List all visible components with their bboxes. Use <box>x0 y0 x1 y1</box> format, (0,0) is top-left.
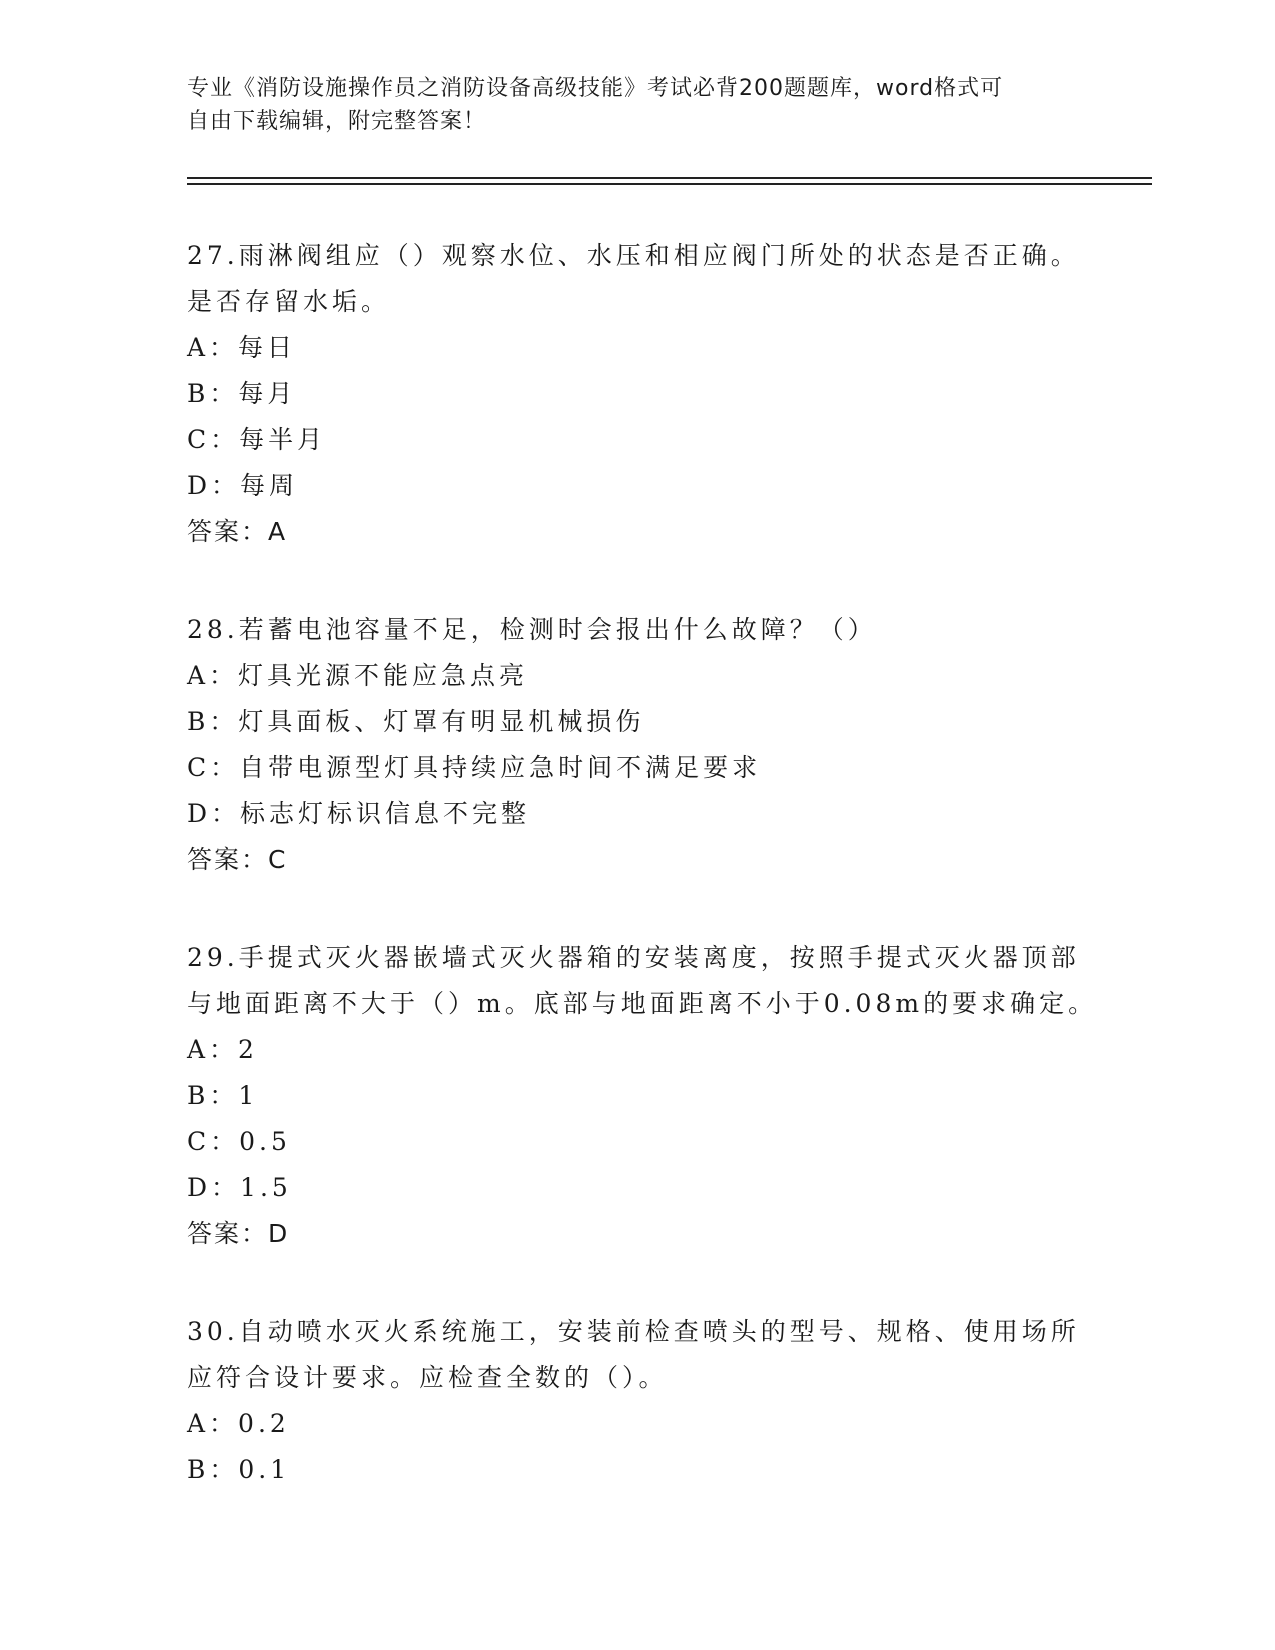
answer-label: 答案： <box>187 845 269 874</box>
question-list <box>187 233 1107 1493</box>
question-29 <box>187 935 1107 1257</box>
answer-line <box>187 1211 1107 1257</box>
answer-value: D <box>268 1219 290 1248</box>
option-a: A：0.2 <box>187 1409 290 1438</box>
option-b: B：1 <box>187 1081 259 1110</box>
answer-label: 答案： <box>187 1219 269 1248</box>
option-b: B：0.1 <box>187 1455 291 1484</box>
answer-line <box>187 837 1107 883</box>
option-a: A：2 <box>187 1035 258 1064</box>
option-d: D：每周 <box>187 471 299 500</box>
option-b: B：灯具面板、灯罩有明显机械损伤 <box>187 707 645 736</box>
answer-value: C <box>268 845 288 874</box>
option-a: A：每日 <box>187 333 297 362</box>
option-d: D：1.5 <box>187 1173 292 1202</box>
question-27 <box>187 233 1107 555</box>
option-d: D：标志灯标识信息不完整 <box>187 799 531 828</box>
answer-line <box>187 509 1107 555</box>
header-divider-top <box>187 177 1152 179</box>
question-stem: 28.若蓄电池容量不足，检测时会报出什么故障？（） <box>187 615 877 644</box>
option-c: C：0.5 <box>187 1127 291 1156</box>
option-b: B：每月 <box>187 379 297 408</box>
header-divider-bottom <box>187 183 1152 185</box>
answer-value: A <box>268 517 288 546</box>
question-stem: 30.自动喷水灭火系统施工，安装前检查喷头的型号、规格、使用场所 <box>187 1317 1080 1346</box>
header-line-1: 专业《消防设施操作员之消防设备高级技能》考试必背200题题库，word格式可 <box>187 76 1004 101</box>
option-c: C：每半月 <box>187 425 327 454</box>
option-c: C：自带电源型灯具持续应急时间不满足要求 <box>187 753 762 782</box>
question-stem-continued: 是否存留水垢。 <box>187 287 391 316</box>
document-header <box>187 72 1087 138</box>
question-stem-continued: 应符合设计要求。应检查全数的（）。 <box>187 1363 668 1392</box>
question-stem-continued: 与地面距离不大于（）m。底部与地面距离不小于0.08m的要求确定。 <box>187 989 1098 1018</box>
header-line-2: 自由下载编辑，附完整答案！ <box>187 109 487 134</box>
question-stem: 29.手提式灭火器嵌墙式灭火器箱的安装离度，按照手提式灭火器顶部 <box>187 943 1080 972</box>
question-28 <box>187 607 1107 883</box>
option-a: A：灯具光源不能应急点亮 <box>187 661 529 690</box>
answer-label: 答案： <box>187 517 269 546</box>
question-stem: 27.雨淋阀组应（）观察水位、水压和相应阀门所处的状态是否正确。 <box>187 241 1080 270</box>
question-30 <box>187 1309 1107 1493</box>
